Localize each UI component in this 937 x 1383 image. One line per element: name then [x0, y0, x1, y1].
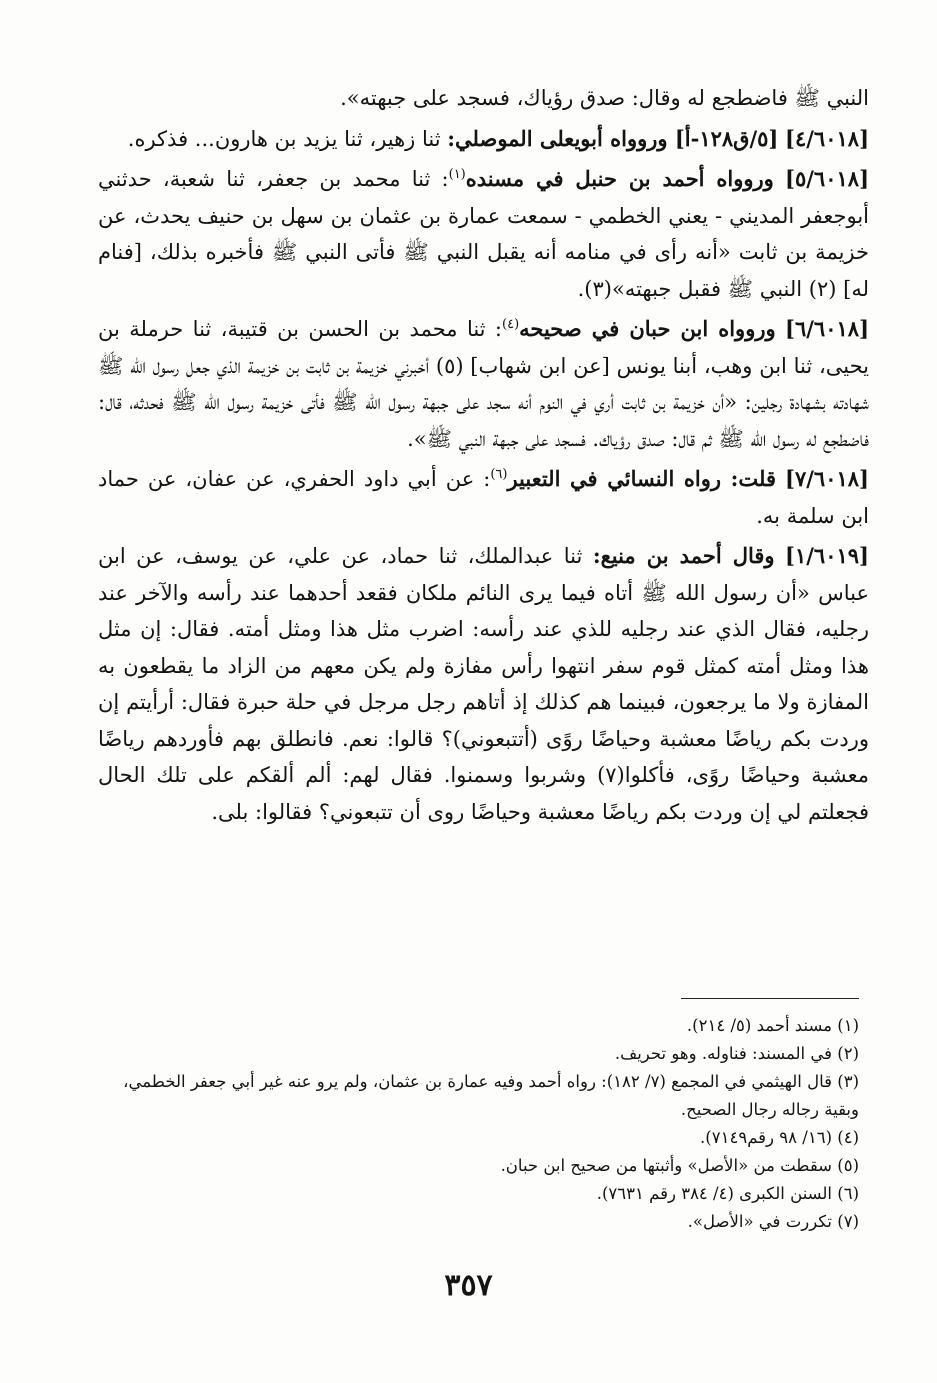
paragraph-lead: [٥/ق١٢٨-أ] وروواه أبويعلى الموصلي: [447, 125, 779, 151]
footnote-item: (٥) سقطت من «الأصل» وأثبتها من صحيح ابن حبان. [500, 1156, 859, 1175]
footnote-divider [681, 998, 859, 999]
paragraph-lead: وروواه ابن حبان في صحيحه [519, 316, 776, 341]
paragraph-text: : عن أبي داود الحفري، عن عفان، عن حماد ابن سلمة به. [98, 467, 869, 528]
page-number: ٣٥٧ [444, 1268, 493, 1303]
paragraph-6018-6 [98, 311, 869, 457]
paragraph-6019-1 [98, 538, 869, 830]
paragraph-6018-5 [98, 161, 869, 307]
paragraph-text: : ثنا محمد بن جعفر، ثنا شعبة، حدثني أبوجعفر المديني - يعني الخطمي - سمعت عمارة بن عثمان بن سهل بن حنيف يحدث، عن خزيمة بن ثابت «أنه رأى في منامه أنه يقبل النبي ﷺ فأتى النبي ﷺ فأخبره بذلك، [فنام له] (٢) النبي ﷺ فقبل جبهته»(٣). [98, 167, 869, 301]
footnote-item: (١) مسند أحمد (٥/ ٢١٤). [686, 1016, 859, 1035]
paragraph-lead: وروواه أحمد بن حنبل في مسنده [465, 166, 774, 191]
paragraph-lead: قلت: رواه النسائي في التعبير [507, 466, 777, 491]
footnote-item: (٢) في المسند: فناوله. وهو تحريف. [614, 1044, 859, 1063]
paragraph-6018-7 [98, 461, 869, 534]
paragraph-text: : ثنا محمد بن الحسن بن قتيبة، ثنا حرملة بن يحيى، ثنا ابن وهب، أبنا يونس [عن ابن شهاب] (٥) أخبرني خزيمة بن ثابت بن خزيمة الذي جعل رسول الله ﷺ شهادته بشهادة رجلين: «أن خزيمة بن ثابت أري في النوم أنه سجد على جبهة رسول الله ﷺ فأتى خزيمة رسول الله ﷺ فحدثه، قال: فاضطجع له رسول الله ﷺ ثم قال: صدق رؤياك. فسجد على جبهة النبي ﷺ». [98, 317, 869, 451]
footnote-item: (٦) السنن الكبرى (٤/ ٣٨٤ رقم ٧٦٣١). [596, 1184, 859, 1203]
hadith-reference: [١/٦٠١٩] [785, 543, 869, 568]
paragraph-text: النبي ﷺ فاضطجع له وقال: صدق رؤياك، فسجد على جبهته». [340, 86, 869, 110]
footnote-marker: (٦) [490, 467, 508, 482]
paragraph-continuation [98, 80, 869, 117]
paragraph-lead: وقال أحمد بن منيع: [592, 543, 775, 568]
hadith-reference: [٧/٦٠١٨] [785, 466, 869, 491]
footnote-item: (٧) تكررت في «الأصل». [687, 1212, 859, 1231]
hadith-reference: [٦/٦٠١٨] [785, 316, 869, 341]
hadith-reference: [٤/٦٠١٨] [785, 125, 869, 151]
paragraph-6018-4 [98, 121, 869, 158]
paragraph-text: ثنا عبدالملك، ثنا حماد، عن علي، عن يوسف، عن ابن عباس «أن رسول الله ﷺ أتاه فيما يرى النائم ملكان فقعد أحدهما عند رأسه والآخر عند رجليه، فقال الذي عند رجليه للذي عند رأسه: اضرب مثل هذا ومثل أمته. فقال: إن مثل هذا ومثل أمته كمثل قوم سفر انتهوا رأس مفازة ولم يكن معهم من الزاد ما يقطعون به المفازة ولا ما يرجعون، فبينما هم كذلك إذ أتاهم رجل مرجل في حلة حبرة فقال: أرأيتم إن وردت بكم رياضًا معشبة وحياضًا روًى (أتتبعوني)؟ قالوا: نعم. فانطلق بهم فأوردهم رياضًا معشبة وحياضًا روًى، فأكلوا(٧) وشربوا وسمنوا. فقال لهم: ألم ألقكم على تلك الحال فجعلتم لي إن وردت بكم رياضًا معشبة وحياضًا روى أن تتبعوني؟ فقالوا: بلى. [98, 544, 869, 824]
footnote-item: (٤) (١٦/ ٩٨ رقم٧١٤٩). [700, 1128, 859, 1147]
footnotes [95, 1012, 859, 1236]
footnote-marker: (٤) [502, 317, 520, 332]
footnote-item: (٣) قال الهيثمي في المجمع (٧/ ١٨٢): رواه أحمد وفيه عمارة بن عثمان، ولم يرو عنه غير أبي جعفر الخطمي، وبقية رجاله رجال الصحيح. [123, 1072, 859, 1119]
paragraph-text: ثنا زهير، ثنا يزيد بن هارون... فذكره. [127, 126, 441, 151]
hadith-reference: [٥/٦٠١٨] [785, 166, 869, 191]
main-text [98, 80, 869, 834]
footnote-marker: (١) [448, 167, 466, 182]
